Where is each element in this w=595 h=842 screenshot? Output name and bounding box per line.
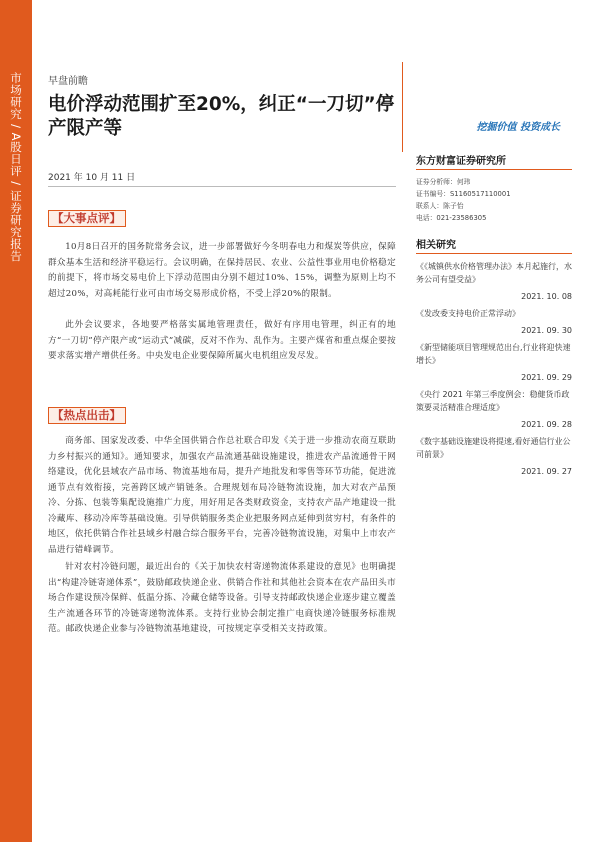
analyst-name: 证券分析师：何玮 [416, 178, 471, 186]
research-item[interactable] [416, 388, 572, 429]
header-divider [402, 62, 403, 152]
slogan: 挖掘价值 投资成长 [476, 122, 560, 133]
research-item-date: 2021. 09. 28 [521, 420, 572, 429]
page-title: 电价浮动范围扩至20%，纠正“一刀切”停产限产等 [48, 94, 395, 139]
contact-phone: 电话：021-23586305 [416, 214, 487, 222]
research-item-title: 《央行 2021 年第三季度例会：稳健货币政策要灵活精准合理适度》 [416, 390, 570, 412]
institute-name: 东方财富证券研究所 [416, 152, 572, 170]
report-category: 早盘前瞻 [48, 76, 88, 87]
research-item[interactable] [416, 435, 572, 476]
analyst-cert: 证书编号：S1160517110001 [416, 190, 511, 198]
research-item-title: 《新型储能项目管理规范出台,行业将迎快速增长》 [416, 343, 571, 365]
research-item[interactable] [416, 307, 572, 335]
analyst-block [416, 176, 572, 224]
commentary-paragraph-1: 10月8日召开的国务院常务会议，进一步部署做好今冬明春电力和煤炭等供应，保障群众基本生活和经济平稳运行。会议明确，在保持居民、农业、公益性事业用电价格稳定的前提下，将市场交易电价上下浮动范围由分别不超过10%、15%，调整为原则上均不超过20%，对高耗能行业可由市场交易形成价格，不受上浮20%的限制。 [48, 242, 396, 299]
commentary-paragraph-2: 此外会议要求，各地要严格落实属地管理责任，做好有序用电管理，纠正有的地方“一刀切”停产限产或“运动式”减碳，反对不作为、乱作为。主要产煤省和重点煤企要按要求落实增产增供任务。中央发电企业要保障所属火电机组应发尽发。 [48, 320, 396, 361]
research-item-title: 《数字基础设施建设将提速,看好通信行业公司前景》 [416, 437, 571, 459]
sidebar-label: 市场研究 / A股日评 / 证券研究报告 [9, 72, 23, 262]
research-item[interactable] [416, 341, 572, 382]
section-title-hotspot: 【热点出击】 [48, 407, 126, 424]
research-item-date: 2021. 09. 30 [521, 326, 572, 335]
research-item-title: 《发改委支持电价正常浮动》 [416, 309, 520, 318]
hotspot-paragraph-2: 针对农村冷链问题，最近出台的《关于加快农村寄递物流体系建设的意见》也明确提出“构建冷链寄递体系”，鼓励邮政快递企业、供销合作社和其他社会资本在农产品田头市场合作建设预冷保鲜、低温分拣、冷藏仓储等设备。引导支持邮政快递企业逐步建立覆盖生产流通各环节的冷链寄递物流体系。支持行业协会制定推广电商快递冷链服务标准规范。邮政快递企业参与冷链物流基地建设，可按规定享受相关支持政策。 [48, 562, 396, 634]
sidebar-band [0, 0, 32, 842]
research-item-title: 《《城镇供水价格管理办法》本月起施行，水务公司有望受益》 [416, 262, 572, 284]
related-research-title: 相关研究 [416, 236, 572, 254]
research-item[interactable] [416, 260, 572, 301]
research-item-date: 2021. 09. 27 [521, 467, 572, 476]
research-item-date: 2021. 10. 08 [521, 292, 572, 301]
header-rule [48, 186, 396, 187]
report-date: 2021 年 10 月 11 日 [48, 173, 136, 183]
research-item-date: 2021. 09. 29 [521, 373, 572, 382]
contact-name: 联系人：陈子怡 [416, 202, 464, 210]
section-title-commentary: 【大事点评】 [48, 210, 126, 227]
sidebar-info [416, 152, 572, 476]
hotspot-paragraph-1: 商务部、国家发改委、中华全国供销合作总社联合印发《关于进一步推动农商互联助力乡村振兴的通知》。通知要求，加强农产品流通基础设施建设，推进农产品流通骨干网络建设，优化县域农产品市场、物流基地布局，提升产地批发和零售等环节功能，促进流通节点有效衔接，完善跨区域产销链条。合理规划布局冷链物流设施，加大对农产品预冷、分拣、包装等集配设施推广力度，用好用足各类财政资金，支持农产品产地建设一批冷藏库、移动冷库等基础设施。引导供销服务类企业把服务网点延伸到贫穷村，有条件的地区，依托供销合作社县域乡村融合综合服务平台，完善冷链物流设施，对集中上市农产品进行错峰调节。 [48, 436, 396, 555]
